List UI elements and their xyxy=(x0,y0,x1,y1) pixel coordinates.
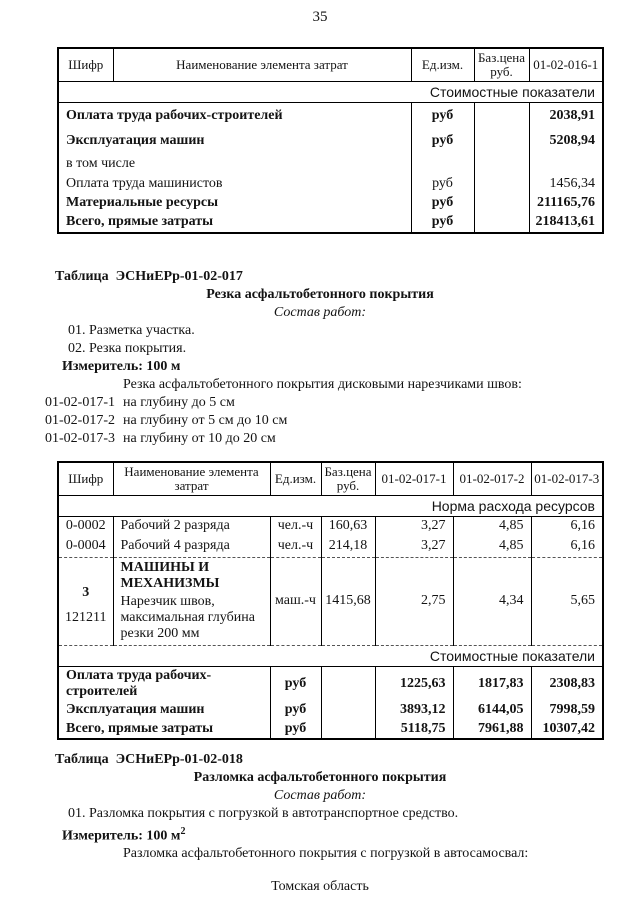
cost-table-016 xyxy=(57,47,604,234)
variants-intro: Резка асфальтобетонного покрытия дисковыми нарезчиками швов: xyxy=(123,376,522,392)
cell-value-1: 5118,75 xyxy=(375,720,453,739)
cell-value: 5208,94 xyxy=(549,133,595,148)
cell-name xyxy=(113,557,270,645)
cost-row xyxy=(58,701,603,720)
section-017 xyxy=(0,268,640,448)
cell-norm-3: 6,16 xyxy=(531,536,603,557)
cell-value-1: 3893,12 xyxy=(375,701,453,720)
header-cell-price: Баз.цена руб. xyxy=(474,48,529,82)
cell-price: 160,63 xyxy=(321,516,375,536)
cell-name: Всего, прямые затраты xyxy=(66,214,214,229)
header-cell-name: Наименование элемента затрат xyxy=(113,462,270,496)
cell-base-price-empty xyxy=(474,103,529,129)
cost-indicators-label: Стоимостные показатели xyxy=(58,82,603,103)
resource-row xyxy=(58,536,603,557)
cell-code: 0-0002 xyxy=(58,516,113,536)
header-cell-norm-code-1: 01-02-017-1 xyxy=(375,462,453,496)
cell-base-price-empty xyxy=(474,129,529,154)
table-row xyxy=(58,154,603,175)
variant-desc: на глубину от 10 до 20 см xyxy=(123,430,276,446)
variant-desc: на глубину от 5 см до 10 см xyxy=(123,412,288,428)
cell-unit: руб xyxy=(270,666,321,701)
cost-row xyxy=(58,666,603,701)
section-label-row xyxy=(58,82,603,103)
header-cell-unit: Ед.изм. xyxy=(270,462,321,496)
cell-unit xyxy=(411,154,474,175)
cell-base-price-empty xyxy=(321,720,375,739)
cell-value: 2038,91 xyxy=(549,107,595,123)
header-cell-norm-code: 01-02-016-1 xyxy=(529,48,603,82)
cell-value-2: 6144,05 xyxy=(453,701,531,720)
header-cell-name: Наименование элемента затрат xyxy=(113,48,411,82)
section-title: Разломка асфальтобетонного покрытия xyxy=(193,769,447,785)
cell-name: Эксплуатация машин xyxy=(66,133,205,148)
variant-row xyxy=(0,394,640,412)
cell-value-1: 1225,63 xyxy=(375,666,453,701)
cell-norm-1: 3,27 xyxy=(375,536,453,557)
cell-base-price-empty xyxy=(474,213,529,233)
work-item: 02. Резка покрытия. xyxy=(68,340,187,356)
cell-norm-3: 5,65 xyxy=(531,557,603,645)
cell-unit: маш.-ч xyxy=(270,557,321,645)
table-row xyxy=(58,213,603,233)
cell-value-3: 10307,42 xyxy=(542,720,595,736)
cell-price: 214,18 xyxy=(321,536,375,557)
cell-unit: чел.-ч xyxy=(270,536,321,557)
cell-name: в том числе xyxy=(66,156,136,171)
cell-name: Всего, прямые затраты xyxy=(58,720,270,739)
table-label: Таблица ЭСНиЕРр-01-02-018 xyxy=(55,751,243,767)
header-cell-price: Баз.цена руб. xyxy=(321,462,375,496)
cell-name: Эксплуатация машин xyxy=(58,701,270,720)
cost-row xyxy=(58,720,603,739)
cell-value-3: 7998,59 xyxy=(549,702,595,717)
group-code: 3 xyxy=(82,584,90,600)
cell-unit: руб xyxy=(411,213,474,233)
section-title: Резка асфальтобетонного покрытия xyxy=(206,286,434,302)
cell-unit: руб xyxy=(411,175,474,194)
cell-base-price-empty xyxy=(474,154,529,175)
cell-name: Материальные ресурсы xyxy=(66,195,219,210)
cell-name: Оплата труда рабочих-строителей xyxy=(58,666,270,701)
cell-price: 1415,68 xyxy=(321,557,375,645)
variant-row xyxy=(0,430,640,448)
cell-name: Рабочий 4 разряда xyxy=(113,536,270,557)
works-subtitle: Состав работ: xyxy=(273,304,367,320)
cell-unit: руб xyxy=(411,103,474,129)
works-subtitle: Состав работ: xyxy=(273,787,367,803)
cell-value xyxy=(529,154,603,175)
table-row xyxy=(58,103,603,129)
norm-label: Норма расхода ресурсов xyxy=(58,495,603,516)
table-row xyxy=(58,194,603,213)
cell-base-price-empty xyxy=(321,666,375,701)
measurer-line: Измеритель: 100 м xyxy=(62,358,181,374)
cell-value-2: 1817,83 xyxy=(453,666,531,701)
cost-indicators-label: Стоимостные показатели xyxy=(58,645,603,666)
section-018 xyxy=(0,751,640,864)
cell-norm-2: 4,85 xyxy=(453,536,531,557)
cell-norm-1: 2,75 xyxy=(375,557,453,645)
variants-intro: Разломка асфальтобетонного покрытия с погрузкой в автосамосвал: xyxy=(123,846,529,862)
work-item: 01. Разломка покрытия с погрузкой в автотранспортное средство. xyxy=(68,805,459,821)
measurer-line xyxy=(62,823,640,846)
header-cell-code: Шифр xyxy=(58,462,113,496)
cell-unit: руб xyxy=(411,129,474,154)
cell-value-2: 7961,88 xyxy=(453,720,531,739)
table-header-row xyxy=(58,48,603,82)
cell-unit: руб xyxy=(270,701,321,720)
machine-code: 121211 xyxy=(65,609,107,625)
table-row xyxy=(58,175,603,194)
measurer-text: Измеритель: 100 м xyxy=(62,828,181,844)
page-number: 35 xyxy=(312,9,328,25)
cell-unit: руб xyxy=(270,720,321,739)
variant-code: 01-02-017-3 xyxy=(45,430,115,446)
resource-row xyxy=(58,516,603,536)
header-cell-norm-code-2: 01-02-017-2 xyxy=(453,462,531,496)
work-item: 01. Разметка участка. xyxy=(68,322,195,338)
cell-name: Оплата труда рабочих-строителей xyxy=(66,107,283,123)
cell-value-3: 2308,83 xyxy=(549,675,595,691)
cell-name: Рабочий 2 разряда xyxy=(113,516,270,536)
cell-base-price-empty xyxy=(321,701,375,720)
variant-code: 01-02-017-2 xyxy=(45,412,115,428)
variant-row xyxy=(0,412,640,430)
cell-unit: руб xyxy=(411,194,474,213)
norms-table-017 xyxy=(57,461,604,740)
cell-norm-1: 3,27 xyxy=(375,516,453,536)
measurer-superscript: 2 xyxy=(180,825,186,837)
header-cell-unit: Ед.изм. xyxy=(411,48,474,82)
section-label-row xyxy=(58,495,603,516)
cell-base-price-empty xyxy=(474,175,529,194)
variant-desc: на глубину до 5 см xyxy=(123,394,235,410)
cell-name: Оплата труда машинистов xyxy=(66,176,223,191)
machine-name: Нарезчик швов, максимальная глубина резки 200 мм xyxy=(120,593,255,641)
cell-norm-3: 6,16 xyxy=(570,518,595,534)
cell-value: 218413,61 xyxy=(535,214,595,229)
table-label: Таблица ЭСНиЕРр-01-02-017 xyxy=(55,268,243,284)
machines-row xyxy=(58,557,603,645)
region-footer: Томская область xyxy=(271,879,369,895)
header-cell-norm-code-3: 01-02-017-3 xyxy=(531,462,603,496)
cell-unit: чел.-ч xyxy=(270,516,321,536)
cell-norm-2: 4,34 xyxy=(453,557,531,645)
group-title: МАШИНЫ И МЕХАНИЗМЫ xyxy=(120,559,220,591)
cell-code xyxy=(58,557,113,645)
cell-value: 211165,76 xyxy=(537,195,595,210)
table-row xyxy=(58,129,603,154)
table-header-row xyxy=(58,462,603,496)
section-label-row xyxy=(58,645,603,666)
cell-value: 1456,34 xyxy=(549,176,595,191)
cell-code: 0-0004 xyxy=(58,536,113,557)
header-cell-code: Шифр xyxy=(58,48,113,82)
cell-base-price-empty xyxy=(474,194,529,213)
variant-code: 01-02-017-1 xyxy=(45,394,115,410)
cell-norm-2: 4,85 xyxy=(453,516,531,536)
